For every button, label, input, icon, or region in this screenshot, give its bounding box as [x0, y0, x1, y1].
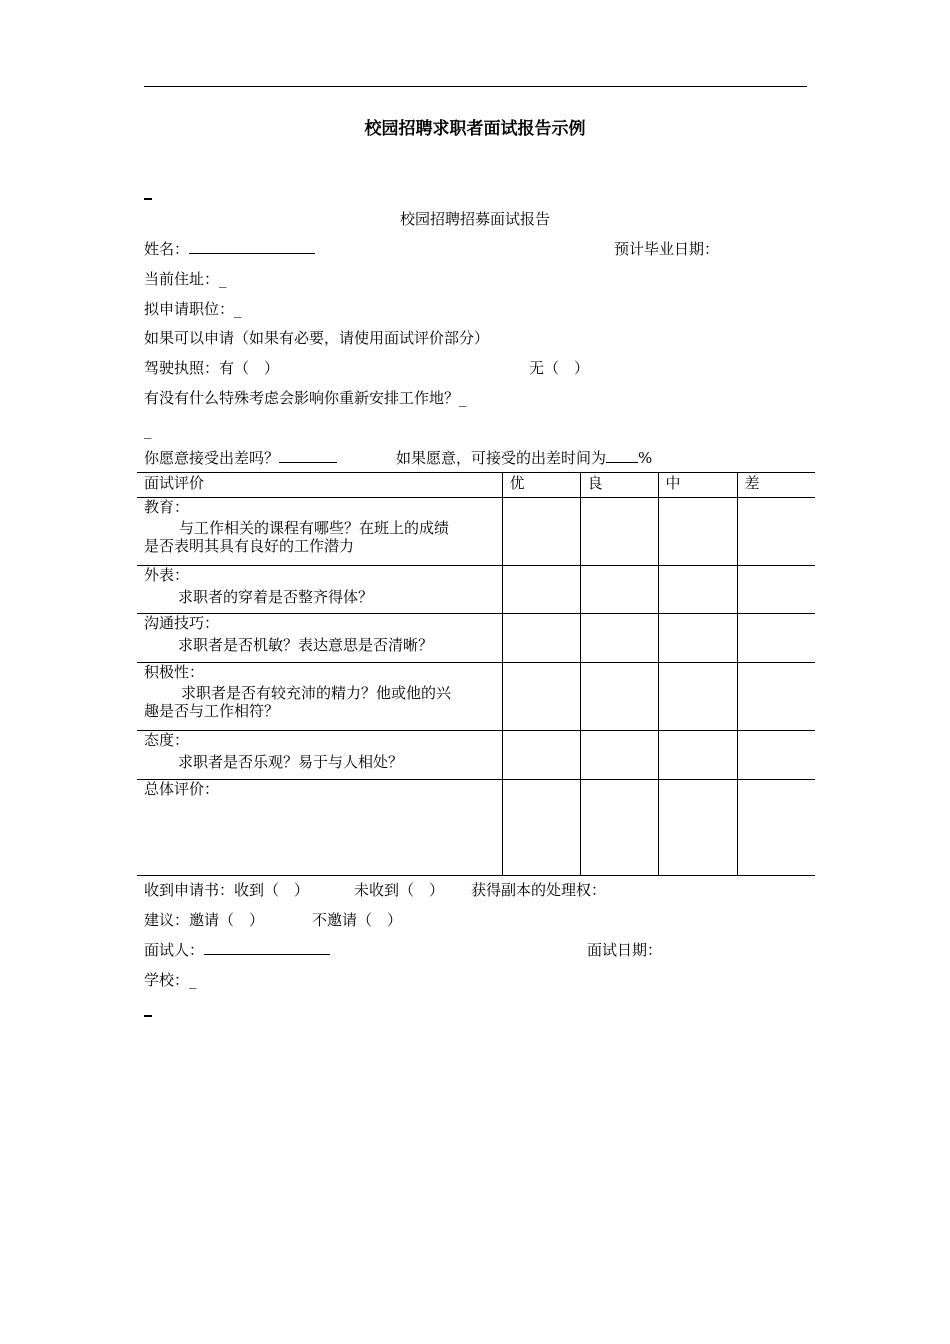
question-text: 与工作相关的课程有哪些？在班上的成绩 — [179, 519, 450, 537]
apply-note: 如果可以申请（如果有必要，请使用面试评价部分） — [144, 329, 490, 347]
rating-cell[interactable] — [737, 614, 815, 663]
rating-cell[interactable] — [580, 498, 658, 566]
category-label: 总体评价： — [144, 780, 220, 798]
received-label: 收到申请书：收到（ ） — [144, 881, 310, 899]
rating-cell[interactable] — [580, 614, 658, 663]
rating-cell[interactable] — [658, 731, 737, 780]
table-header-row — [137, 473, 815, 498]
blank-line-marker — [144, 198, 152, 200]
travel-percent-label: 如果愿意，可接受的出差时间为 — [396, 449, 607, 467]
rating-cell[interactable] — [502, 498, 580, 566]
rating-cell[interactable] — [502, 614, 580, 663]
document-title: 校园招聘求职者面试报告示例 — [364, 119, 586, 139]
question-text: 求职者是否有较充沛的精力？他或他的兴 — [181, 684, 452, 702]
rating-cell[interactable] — [737, 566, 815, 614]
school-label: 学校：_ — [144, 971, 197, 989]
table-row — [137, 566, 815, 614]
copy-right-label: 获得副本的处理权： — [471, 881, 607, 899]
grad-date-label: 预计毕业日期： — [614, 240, 720, 258]
category-label: 沟通技巧： — [144, 614, 220, 632]
rating-cell[interactable] — [580, 663, 658, 731]
travel-label: 你愿意接受出差吗？ — [144, 449, 280, 467]
rating-cell[interactable] — [658, 566, 737, 614]
rating-cell[interactable] — [580, 731, 658, 780]
table-row — [137, 780, 815, 876]
question-text: 趣是否与工作相符？ — [144, 702, 280, 720]
header-evaluation: 面试评价 — [137, 473, 502, 498]
not-invite-label: 不邀请（ ） — [312, 911, 403, 929]
question-text: 求职者是否机敏？表达意思是否清晰？ — [178, 636, 434, 654]
row-communication — [137, 614, 502, 663]
rating-cell[interactable] — [737, 498, 815, 566]
rating-cell[interactable] — [737, 731, 815, 780]
rating-cell[interactable] — [658, 780, 737, 876]
category-label: 教育： — [144, 498, 190, 516]
rating-cell[interactable] — [502, 566, 580, 614]
category-label: 积极性： — [144, 663, 205, 681]
relocation-continuation: _ — [144, 421, 152, 439]
name-blank — [189, 239, 315, 254]
row-education — [137, 498, 502, 566]
license-no: 无（ ） — [529, 359, 590, 377]
question-text: 求职者是否乐观？易于与人相处？ — [178, 753, 404, 771]
blank-line-marker — [144, 1015, 152, 1017]
travel-question — [144, 448, 337, 468]
table-row — [137, 498, 815, 566]
header-rule — [144, 86, 807, 87]
row-overall — [137, 780, 502, 876]
travel-percent — [396, 448, 652, 468]
report-title: 校园招聘招募面试报告 — [399, 210, 550, 228]
rating-cell[interactable] — [502, 663, 580, 731]
row-initiative — [137, 663, 502, 731]
interview-date-label: 面试日期： — [587, 941, 663, 959]
address-label: 当前住址：_ — [144, 270, 227, 288]
header-poor: 差 — [737, 473, 815, 498]
header-excellent: 优 — [502, 473, 580, 498]
table-row — [137, 663, 815, 731]
rating-cell[interactable] — [658, 614, 737, 663]
rating-cell[interactable] — [502, 780, 580, 876]
position-label: 拟申请职位：_ — [144, 300, 242, 318]
table-row — [137, 731, 815, 780]
name-field — [144, 239, 315, 259]
evaluation-table — [137, 472, 815, 876]
rating-cell[interactable] — [658, 498, 737, 566]
header-average: 中 — [658, 473, 737, 498]
rating-cell[interactable] — [737, 663, 815, 731]
category-label: 外表： — [144, 566, 190, 584]
interviewer-blank — [204, 940, 330, 955]
relocation-question: 有没有什么特殊考虑会影响你重新安排工作地？_ — [144, 389, 467, 407]
license-yes: 驾驶执照：有（ ） — [144, 359, 280, 377]
interviewer-field — [144, 940, 330, 960]
name-label: 姓名： — [144, 240, 190, 258]
travel-percent-unit: % — [638, 449, 653, 467]
interviewer-label: 面试人： — [144, 941, 205, 959]
rating-cell[interactable] — [580, 566, 658, 614]
travel-percent-blank — [606, 448, 638, 463]
rating-cell[interactable] — [580, 780, 658, 876]
row-attitude — [137, 731, 502, 780]
table-row — [137, 614, 815, 663]
suggest-invite-label: 建议：邀请（ ） — [144, 911, 265, 929]
category-label: 态度： — [144, 731, 190, 749]
rating-cell[interactable] — [737, 780, 815, 876]
question-text: 是否表明其具有良好的工作潜力 — [144, 537, 355, 555]
row-appearance — [137, 566, 502, 614]
not-received-label: 未收到（ ） — [354, 881, 445, 899]
question-text: 求职者的穿着是否整齐得体？ — [178, 588, 374, 606]
header-good: 良 — [580, 473, 658, 498]
travel-blank — [279, 448, 337, 463]
rating-cell[interactable] — [502, 731, 580, 780]
rating-cell[interactable] — [658, 663, 737, 731]
